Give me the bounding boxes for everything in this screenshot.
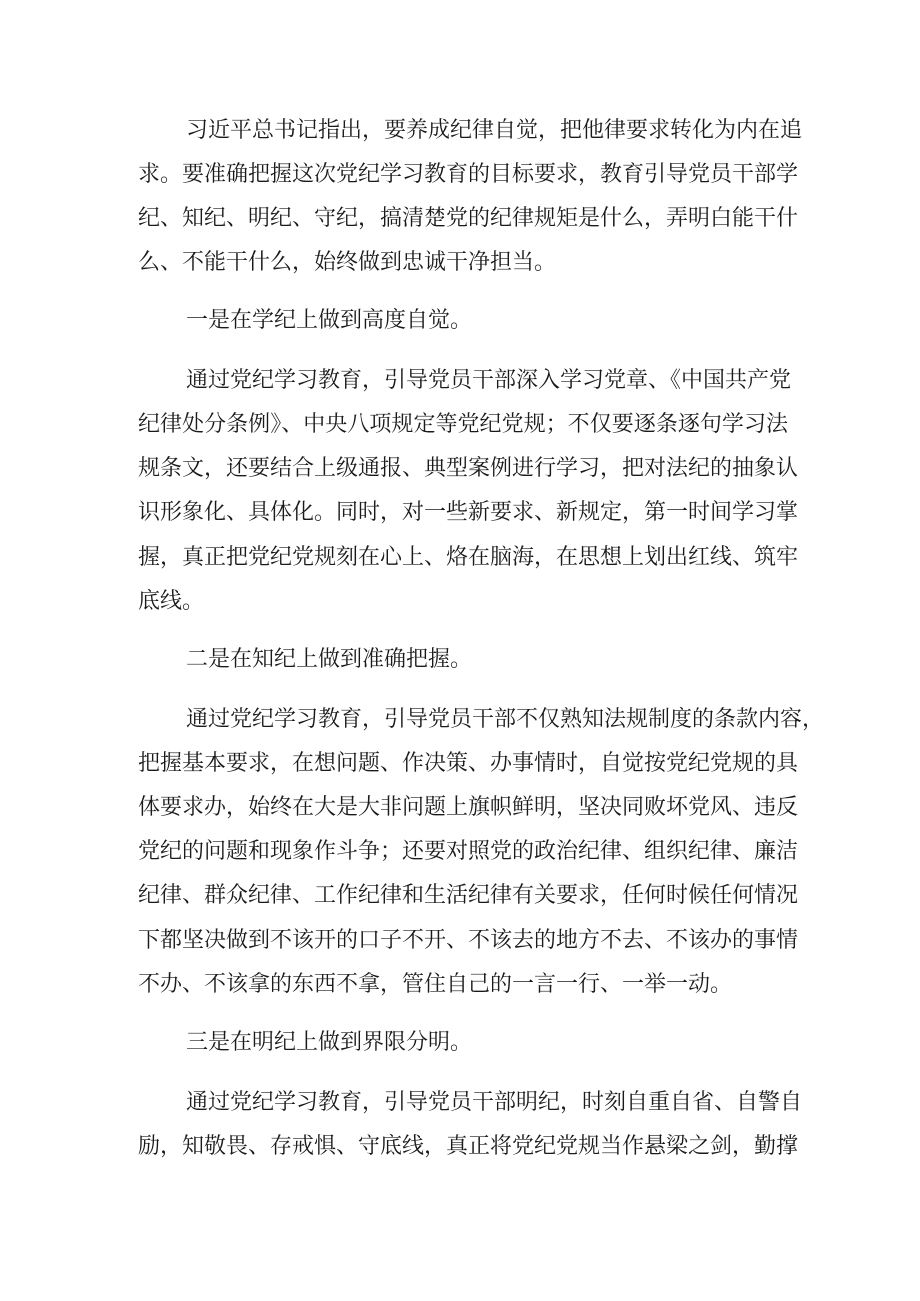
paragraph-line: 励，知敬畏、存戒惧、守底线，真正将党纪党规当作悬梁之剑，勤撑 — [138, 1134, 799, 1159]
paragraph-line: 识形象化、具体化。同时，对一些新要求、新规定，第一时间学习掌 — [138, 500, 799, 525]
section-heading: 一是在学纪上做到高度自觉。 — [186, 308, 473, 333]
paragraph-line: 规条文，还要结合上级通报、典型案例进行学习，把对法纪的抽象认 — [138, 456, 799, 481]
section-heading: 三是在明纪上做到界限分明。 — [186, 1030, 473, 1055]
paragraph-line: 体要求办，始终在大是大非问题上旗帜鲜明，坚决同败坏党风、违反 — [138, 795, 799, 820]
paragraph-line: 习近平总书记指出，要养成纪律自觉，把他律要求转化为内在追 — [186, 118, 803, 143]
paragraph-line: 求。要准确把握这次党纪学习教育的目标要求，教育引导党员干部学 — [138, 162, 799, 187]
paragraph-line: 党纪的问题和现象作斗争；还要对照党的政治纪律、组织纪律、廉洁 — [138, 839, 799, 864]
paragraph-line: 通过党纪学习教育，引导党员干部深入学习党章、《中国共产党 — [186, 368, 792, 393]
paragraph-line: 通过党纪学习教育，引导党员干部不仅熟知法规制度的条款内容， — [186, 707, 825, 732]
paragraph-line: 纪律处分条例》、中央八项规定等党纪党规；不仅要逐条逐句学习法 — [138, 412, 788, 437]
paragraph-line: 底线。 — [138, 589, 205, 614]
section-heading: 二是在知纪上做到准确把握。 — [186, 647, 473, 672]
paragraph-line: 下都坚决做到不该开的口子不开、不该去的地方不去、不该办的事情 — [138, 928, 799, 953]
paragraph-line: 把握基本要求，在想问题、作决策、办事情时，自觉按党纪党规的具 — [138, 751, 799, 776]
paragraph-line: 不办、不该拿的东西不拿，管住自己的一言一行、一举一动。 — [138, 972, 733, 997]
paragraph-line: 握，真正把党纪党规刻在心上、烙在脑海，在思想上划出红线、筑牢 — [138, 545, 799, 570]
paragraph-line: 通过党纪学习教育，引导党员干部明纪，时刻自重自省、自警自 — [186, 1090, 803, 1115]
paragraph-line: 纪律、群众纪律、工作纪律和生活纪律有关要求，任何时候任何情况 — [138, 883, 799, 908]
paragraph-line: 纪、知纪、明纪、守纪，搞清楚党的纪律规矩是什么，弄明白能干什 — [138, 206, 799, 231]
paragraph-line: 么、不能干什么，始终做到忠诚干净担当。 — [138, 250, 557, 275]
